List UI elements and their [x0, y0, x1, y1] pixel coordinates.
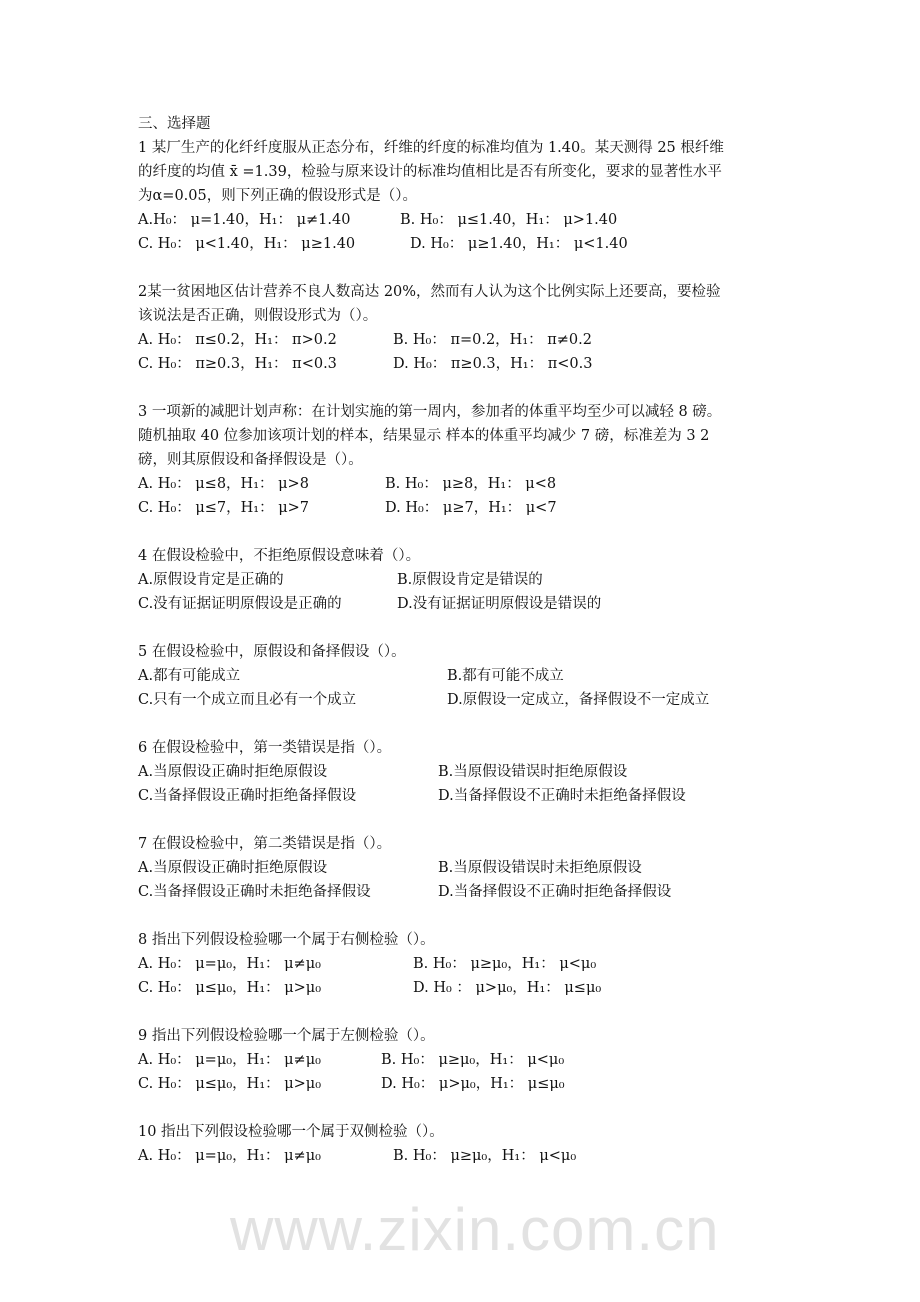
q7-option-a: A.当原假设正确时拒绝原假设: [138, 860, 328, 876]
q10-option-a: A. H₀： μ=μ₀，H₁： μ≠μ₀: [138, 1148, 321, 1164]
q6-option-a: A.当原假设正确时拒绝原假设: [138, 764, 328, 780]
q3-option-b: B. H₀： μ≥8，H₁： μ<8: [385, 476, 557, 492]
question-3-text: 随机抽取 40 位参加该项计划的样本，结果显示 样本的体重平均减少 7 磅，标准差为 3 2: [138, 428, 710, 444]
q6-option-d: D.当备择假设不正确时未拒绝备择假设: [438, 788, 686, 804]
q8-option-b: B. H₀： μ≥μ₀，H₁： μ<μ₀: [413, 956, 597, 972]
q9-option-d: D. H₀： μ>μ₀，H₁： μ≤μ₀: [381, 1076, 565, 1092]
question-1-text: 为α=0.05，则下列正确的假设形式是（）。: [138, 188, 417, 204]
q8-option-a: A. H₀： μ=μ₀，H₁： μ≠μ₀: [138, 956, 321, 972]
q6-option-c: C.当备择假设正确时拒绝备择假设: [138, 788, 357, 804]
question-1-text: 的纤度的均值 x̄ =1.39，检验与原来设计的标准均值相比是否有所变化，要求的显著性水平: [138, 164, 722, 180]
question-2-text: 该说法是否正确，则假设形式为（）。: [138, 308, 378, 324]
watermark: www.zixin.com.cn: [230, 1196, 720, 1263]
q1-option-a: A.H₀： μ=1.40，H₁： μ≠1.40: [138, 212, 351, 228]
q2-option-c: C. H₀： π≥0.3，H₁： π<0.3: [138, 356, 337, 372]
q2-option-a: A. H₀： π≤0.2，H₁： π>0.2: [138, 332, 337, 348]
q1-option-d: D. H₀： μ≥1.40，H₁： μ<1.40: [410, 236, 628, 252]
q3-option-d: D. H₀： μ≥7，H₁： μ<7: [385, 500, 557, 516]
q5-option-d: D.原假设一定成立，备择假设不一定成立: [447, 692, 710, 708]
q5-option-c: C.只有一个成立而且必有一个成立: [138, 692, 357, 708]
q9-option-b: B. H₀： μ≥μ₀，H₁： μ<μ₀: [381, 1052, 565, 1068]
q7-option-b: B.当原假设错误时未拒绝原假设: [438, 860, 642, 876]
q9-option-a: A. H₀： μ=μ₀，H₁： μ≠μ₀: [138, 1052, 321, 1068]
q5-option-a: A.都有可能成立: [138, 668, 241, 684]
question-6-text: 6 在假设检验中，第一类错误是指（）。: [138, 740, 392, 756]
question-1-text: 1 某厂生产的化纤纤度服从正态分布，纤维的纤度的标准均值为 1.40。某天测得 25 根纤维: [138, 140, 724, 156]
q3-option-c: C. H₀： μ≤7，H₁： μ>7: [138, 500, 310, 516]
q4-option-c: C.没有证据证明原假设是正确的: [138, 596, 342, 612]
q5-option-b: B.都有可能不成立: [447, 668, 564, 684]
q7-option-d: D.当备择假设不正确时拒绝备择假设: [438, 884, 672, 900]
question-5-text: 5 在假设检验中，原假设和备择假设（）。: [138, 644, 406, 660]
question-3-text: 磅，则其原假设和备择假设是（）。: [138, 452, 363, 468]
q3-option-a: A. H₀： μ≤8，H₁： μ>8: [138, 476, 309, 492]
q6-option-b: B.当原假设错误时拒绝原假设: [438, 764, 628, 780]
q2-option-d: D. H₀： π≥0.3，H₁： π<0.3: [393, 356, 593, 372]
q1-option-b: B. H₀： μ≤1.40，H₁： μ>1.40: [400, 212, 618, 228]
question-4-text: 4 在假设检验中，不拒绝原假设意味着（）。: [138, 548, 421, 564]
section-title: 三、选择题: [138, 116, 211, 132]
q7-option-c: C.当备择假设正确时未拒绝备择假设: [138, 884, 371, 900]
q9-option-c: C. H₀： μ≤μ₀，H₁： μ>μ₀: [138, 1076, 322, 1092]
question-2-text: 2某一贫困地区估计营养不良人数高达 20%，然而有人认为这个比例实际上还要高，要检验: [138, 284, 721, 300]
q4-option-a: A.原假设肯定是正确的: [138, 572, 284, 588]
q4-option-b: B.原假设肯定是错误的: [397, 572, 543, 588]
q8-option-c: C. H₀： μ≤μ₀，H₁： μ>μ₀: [138, 980, 322, 996]
q10-option-b: B. H₀： μ≥μ₀，H₁： μ<μ₀: [393, 1148, 577, 1164]
question-3-text: 3 一项新的减肥计划声称：在计划实施的第一周内，参加者的体重平均至少可以减轻 8 磅。: [138, 404, 722, 420]
question-9-text: 9 指出下列假设检验哪一个属于左侧检验（）。: [138, 1028, 435, 1044]
q8-option-d: D. H₀ ： μ>μ₀，H₁： μ≤μ₀: [413, 980, 602, 996]
q2-option-b: B. H₀： π=0.2，H₁： π≠0.2: [393, 332, 592, 348]
question-8-text: 8 指出下列假设检验哪一个属于右侧检验（）。: [138, 932, 435, 948]
question-7-text: 7 在假设检验中，第二类错误是指（）。: [138, 836, 392, 852]
q4-option-d: D.没有证据证明原假设是错误的: [397, 596, 602, 612]
question-10-text: 10 指出下列假设检验哪一个属于双侧检验（）。: [138, 1124, 444, 1140]
q1-option-c: C. H₀： μ<1.40，H₁： μ≥1.40: [138, 236, 356, 252]
